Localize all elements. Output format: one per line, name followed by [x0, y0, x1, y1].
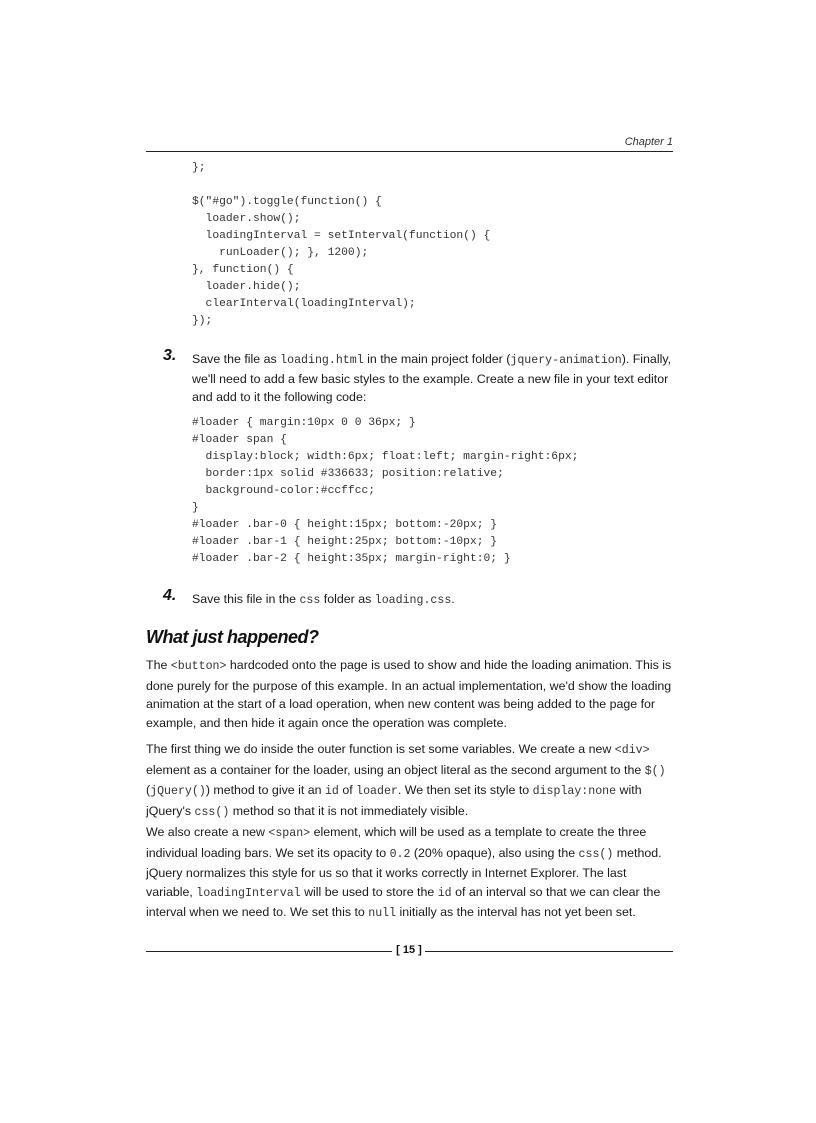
inline-code: null: [368, 907, 397, 920]
inline-code: <div>: [614, 744, 650, 757]
inline-code: display:none: [532, 785, 617, 798]
running-head-chapter: Chapter 1: [624, 136, 673, 148]
step-3-text: Save the file as loading.html in the main project folder (jquery-animation). Finally, we'll need to add a few basic styles to the example. Create a new file in your text editor and add to it the following code:: [192, 352, 672, 404]
paragraph-variables: The first thing we do inside the outer function is set some variables. We create a new <div> element as a container for the loader, using an object literal as the second argument to the $() (jQuery()) method to give it an id of loader. We then set its style to display:none with jQuery's css() method so that it is not immediately visible.: [146, 742, 666, 819]
inline-code: loading.css: [374, 594, 452, 607]
paragraph-span-template: We also create a new <span> element, which will be used as a template to create the three individual loading bars. We set its opacity to 0.2 (20% opaque), also using the css() method. jQuery normalizes this style for us so that it works correctly in Internet Explorer. The last variable, loadingInterval will be used to store the id of an interval so that we can clear the interval when we need to. We set this to null initially as the interval has not yet been set.: [146, 825, 662, 920]
code-block-styles: #loader { margin:10px 0 0 36px; } #loader span { display:block; width:6px; float:left; margin-right:6px; border:1px solid #336633; position:relative; background-color:#ccffcc; } #loader .bar-0 { height:15px; bottom:-20px; } #loader .bar-1 { height:25px; bottom:-10px; } #loader .bar-2 { height:35px; margin-right:0; }: [192, 417, 579, 565]
inline-code: css(): [578, 847, 614, 861]
inline-code: loading.html: [280, 354, 364, 367]
page-number: [ 15 ]: [396, 944, 422, 956]
step-4-text: Save this file in the css folder as loading.css.: [192, 592, 455, 607]
footer-rule-right: [425, 951, 673, 952]
header-rule: [146, 151, 673, 152]
inline-code: jQuery(): [150, 785, 206, 798]
inline-code: 0.2: [389, 847, 411, 861]
inline-code: loadingInterval: [196, 886, 301, 900]
footer-rule-left: [146, 951, 392, 952]
inline-code: css(): [194, 805, 230, 819]
inline-code: css: [299, 594, 321, 607]
paragraph-button: The <button> hardcoded onto the page is used to show and hide the loading animation. This is done purely for the purpose of this example. In an actual implementation, we'd show the loading animation at the start of a load operation, when new content was being added to the page for example, and then hide it again once the operation was complete.: [146, 658, 672, 730]
section-heading: What just happened?: [146, 627, 319, 647]
inline-code: <button>: [170, 660, 227, 673]
inline-code: id: [437, 886, 452, 900]
inline-code: $(): [644, 764, 666, 778]
step-number-3: 3.: [163, 347, 177, 364]
step-number-4: 4.: [163, 587, 177, 604]
inline-code: jquery-animation: [510, 354, 622, 367]
inline-code: <span>: [268, 827, 311, 840]
inline-code: id: [324, 785, 339, 798]
inline-code: loader: [356, 785, 398, 798]
code-block-toggle: }; $("#go").toggle(function() { loader.show(); loadingInterval = setInterval(function() { runLoader(); }, 1200); }, function() { loader.hide(); clearInterval(loadingInterval); });: [192, 162, 491, 327]
